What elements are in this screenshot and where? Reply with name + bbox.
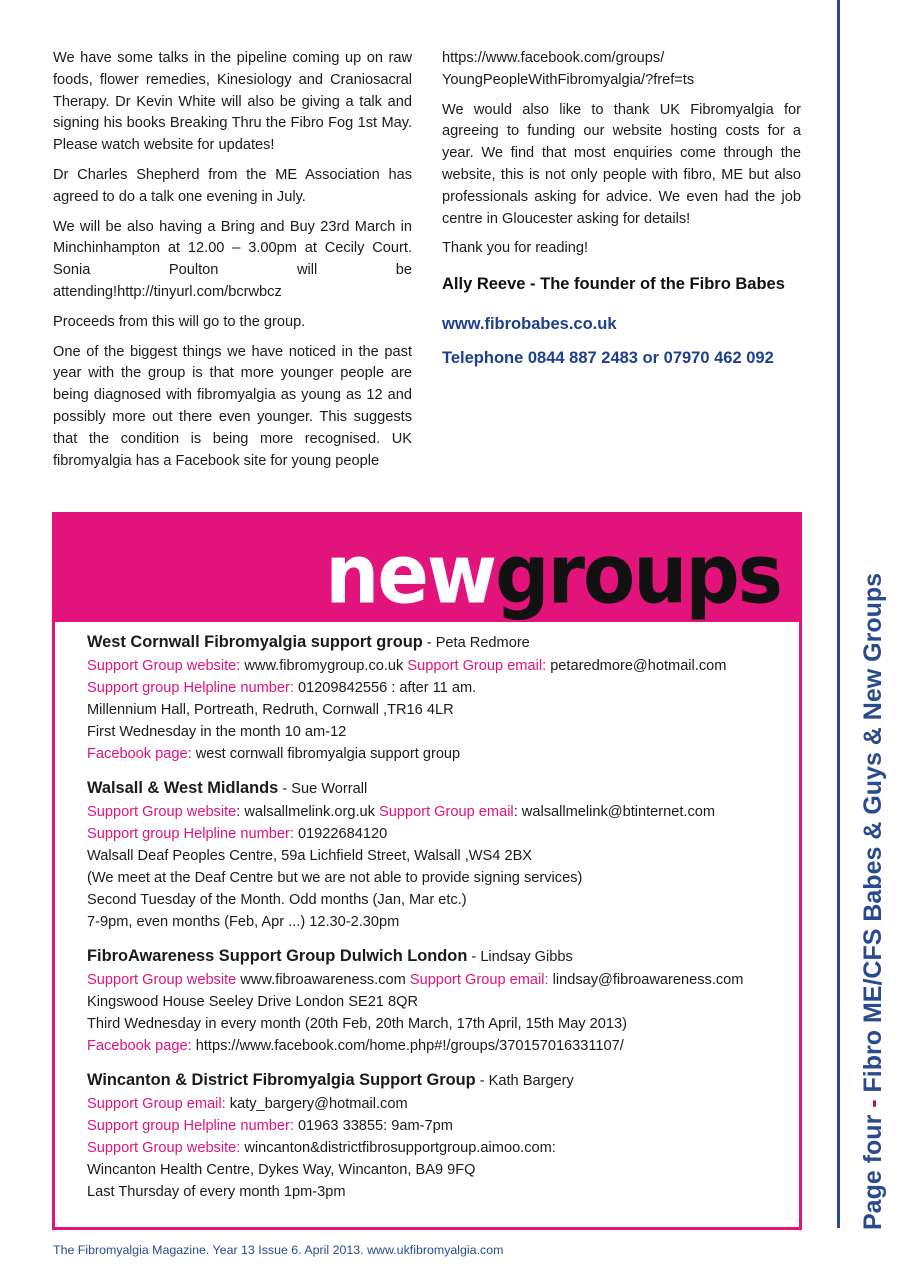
- group-detail-line: [87, 1035, 787, 1057]
- group-detail-line: [87, 1181, 787, 1203]
- detail-value: 7-9pm, even months (Feb, Apr ...) 12.30-2.30pm: [87, 914, 400, 930]
- detail-value: 01209842556 : after 11 am.: [297, 680, 477, 696]
- paragraph-thanks: We would also like to thank UK Fibromyalgia for agreeing to funding our website hosting costs for a year. We find that most enquiries come through the website, this is not only people with fibro, ME but also professionals asking for advice. We even had the job centre in Gloucester asking for details!: [442, 101, 801, 227]
- detail-value[interactable]: : walsallmelink@btinternet.com: [513, 804, 716, 820]
- sidebar-page-label: Page four: [859, 1114, 887, 1230]
- detail-label: Support group Helpline number:: [87, 1118, 298, 1134]
- sidebar-title: [859, 573, 888, 1230]
- group-heading: [87, 630, 787, 655]
- group-detail-line: [87, 1115, 787, 1137]
- sidebar-section-title: Fibro ME/CFS Babes & Guys & New Groups: [859, 572, 887, 1093]
- paragraph-younger-people: One of the biggest things we have noticed in the past year with the group is that more younger people are being diagnosed with fibromyalgia as young as 12 and possibly more out there even younger. This suggests that the condition is being more recognised. UK fibromyalgia has a Facebook site for young people: [53, 343, 412, 469]
- detail-value: Third Wednesday in every month (20th Feb, 20th March, 17th April, 15th May 2013): [87, 1016, 627, 1032]
- detail-label: Support Group email: [379, 804, 514, 820]
- group-detail-line: [87, 867, 787, 889]
- detail-value: Walsall Deaf Peoples Centre, 59a Lichfield Street, Walsall ,WS4 2BX: [87, 848, 533, 864]
- new-groups-box: [52, 512, 802, 1230]
- detail-value: 01922684120: [297, 826, 388, 842]
- detail-value[interactable]: katy_bargery@hotmail.com: [229, 1096, 408, 1112]
- group-detail-line: [87, 699, 787, 721]
- group-detail-line: [87, 889, 787, 911]
- heading-groups: groups: [495, 525, 781, 622]
- group-entry: [87, 944, 787, 1057]
- group-name: Wincanton & District Fibromyalgia Support Group: [87, 1071, 476, 1089]
- detail-value[interactable]: www.fibroawareness.com: [240, 972, 410, 988]
- group-contact: - Kath Bargery: [475, 1073, 574, 1089]
- new-groups-heading: [325, 525, 781, 622]
- group-detail-line: [87, 677, 787, 699]
- group-name: Walsall & West Midlands: [87, 779, 279, 797]
- group-heading: [87, 1068, 787, 1093]
- group-detail-line: [87, 801, 787, 823]
- detail-value[interactable]: wincanton&districtfibrosupportgroup.aimoo.com:: [244, 1140, 556, 1156]
- group-detail-line: [87, 823, 787, 845]
- closing-text: Thank you for reading!: [442, 240, 589, 257]
- author-signature: Ally Reeve - The founder of the Fibro Babes: [442, 275, 785, 294]
- detail-label: Support group Helpline number:: [87, 680, 298, 696]
- detail-value[interactable]: : walsallmelink.org.uk: [236, 804, 380, 820]
- group-name: FibroAwareness Support Group Dulwich London: [87, 947, 468, 965]
- detail-label: Support Group website:: [87, 658, 245, 674]
- group-contact: - Peta Redmore: [422, 635, 530, 651]
- sidebar-separator: -: [859, 1092, 887, 1115]
- detail-label: Support Group email:: [87, 1096, 230, 1112]
- group-detail-line: [87, 969, 787, 991]
- telephone-line: Telephone 0844 887 2483 or 07970 462 092: [442, 348, 774, 367]
- paragraph-charles-shepherd: Dr Charles Shepherd from the ME Association has agreed to do a talk one evening in July.: [53, 166, 412, 205]
- website-link[interactable]: www.fibrobabes.co.uk: [442, 314, 617, 333]
- group-heading: [87, 776, 787, 801]
- detail-value[interactable]: https://www.facebook.com/home.php#!/groups/370157016331107/: [195, 1038, 624, 1054]
- detail-label: Support Group website:: [87, 1140, 245, 1156]
- group-name: West Cornwall Fibromyalgia support group: [87, 633, 423, 651]
- detail-label: Support Group email:: [407, 658, 551, 674]
- detail-value[interactable]: petaredmore@hotmail.com: [550, 658, 727, 674]
- detail-value: Kingswood House Seeley Drive London SE21 8QR: [87, 994, 418, 1010]
- group-detail-line: [87, 991, 787, 1013]
- detail-value: Wincanton Health Centre, Dykes Way, Wincanton, BA9 9FQ: [87, 1162, 476, 1178]
- facebook-group-link[interactable]: https://www.facebook.com/groups/ YoungPeopleWithFibromyalgia/?fref=ts: [442, 50, 695, 88]
- detail-label: Facebook page:: [87, 1038, 196, 1054]
- detail-value: west cornwall fibromyalgia support group: [195, 746, 461, 762]
- detail-label: Facebook page:: [87, 746, 196, 762]
- detail-value: First Wednesday in the month 10 am-12: [87, 724, 347, 740]
- footer: The Fibromyalgia Magazine. Year 13 Issue 6. April 2013. www.ukfibromyalgia.com: [53, 1243, 504, 1257]
- group-detail-line: [87, 1013, 787, 1035]
- group-detail-line: [87, 721, 787, 743]
- detail-value: Millennium Hall, Portreath, Redruth, Cornwall ,TR16 4LR: [87, 702, 454, 718]
- detail-label: Support Group email:: [409, 972, 553, 988]
- detail-value: 01963 33855: 9am-7pm: [297, 1118, 453, 1134]
- group-detail-line: [87, 1137, 787, 1159]
- groups-list: [87, 630, 787, 1214]
- right-column: [442, 48, 801, 370]
- group-contact: - Lindsay Gibbs: [467, 949, 573, 965]
- detail-label: Support Group website: [87, 804, 237, 820]
- group-heading: [87, 944, 787, 969]
- paragraph-bring-and-buy: We will be also having a Bring and Buy 23rd March in Minchinhampton at 12.00 – 3.00pm at Cecily Court. Sonia Poulton will be attending!http://tinyurl.com/bcrwbcz: [53, 218, 412, 300]
- detail-value[interactable]: lindsay@fibroawareness.com: [552, 972, 744, 988]
- group-detail-line: [87, 911, 787, 933]
- left-column: [53, 48, 412, 480]
- paragraph-talks: We have some talks in the pipeline coming up on raw foods, flower remedies, Kinesiology and Craniosacral Therapy. Dr Kevin White will also be giving a talk and signing his books Breaking Thru the Fibro Fog 1st May. Please watch website for updates!: [53, 50, 412, 154]
- group-detail-line: [87, 1159, 787, 1181]
- detail-value: Second Tuesday of the Month. Odd months (Jan, Mar etc.): [87, 892, 467, 908]
- group-detail-line: [87, 743, 787, 765]
- paragraph-proceeds: Proceeds from this will go to the group.: [53, 313, 306, 330]
- detail-label: Support Group website: [87, 972, 241, 988]
- detail-value: (We meet at the Deaf Centre but we are not able to provide signing services): [87, 870, 583, 886]
- heading-new: new: [325, 525, 496, 622]
- detail-label: Support group Helpline number:: [87, 826, 298, 842]
- detail-value: Last Thursday of every month 1pm-3pm: [87, 1184, 346, 1200]
- group-detail-line: [87, 1093, 787, 1115]
- group-detail-line: [87, 655, 787, 677]
- group-entry: [87, 630, 787, 765]
- group-entry: [87, 776, 787, 933]
- new-groups-header: [55, 515, 799, 622]
- group-contact: - Sue Worrall: [278, 781, 368, 797]
- group-detail-line: [87, 845, 787, 867]
- detail-value[interactable]: www.fibromygroup.co.uk: [244, 658, 408, 674]
- sidebar-rule: [837, 0, 840, 1228]
- group-entry: [87, 1068, 787, 1203]
